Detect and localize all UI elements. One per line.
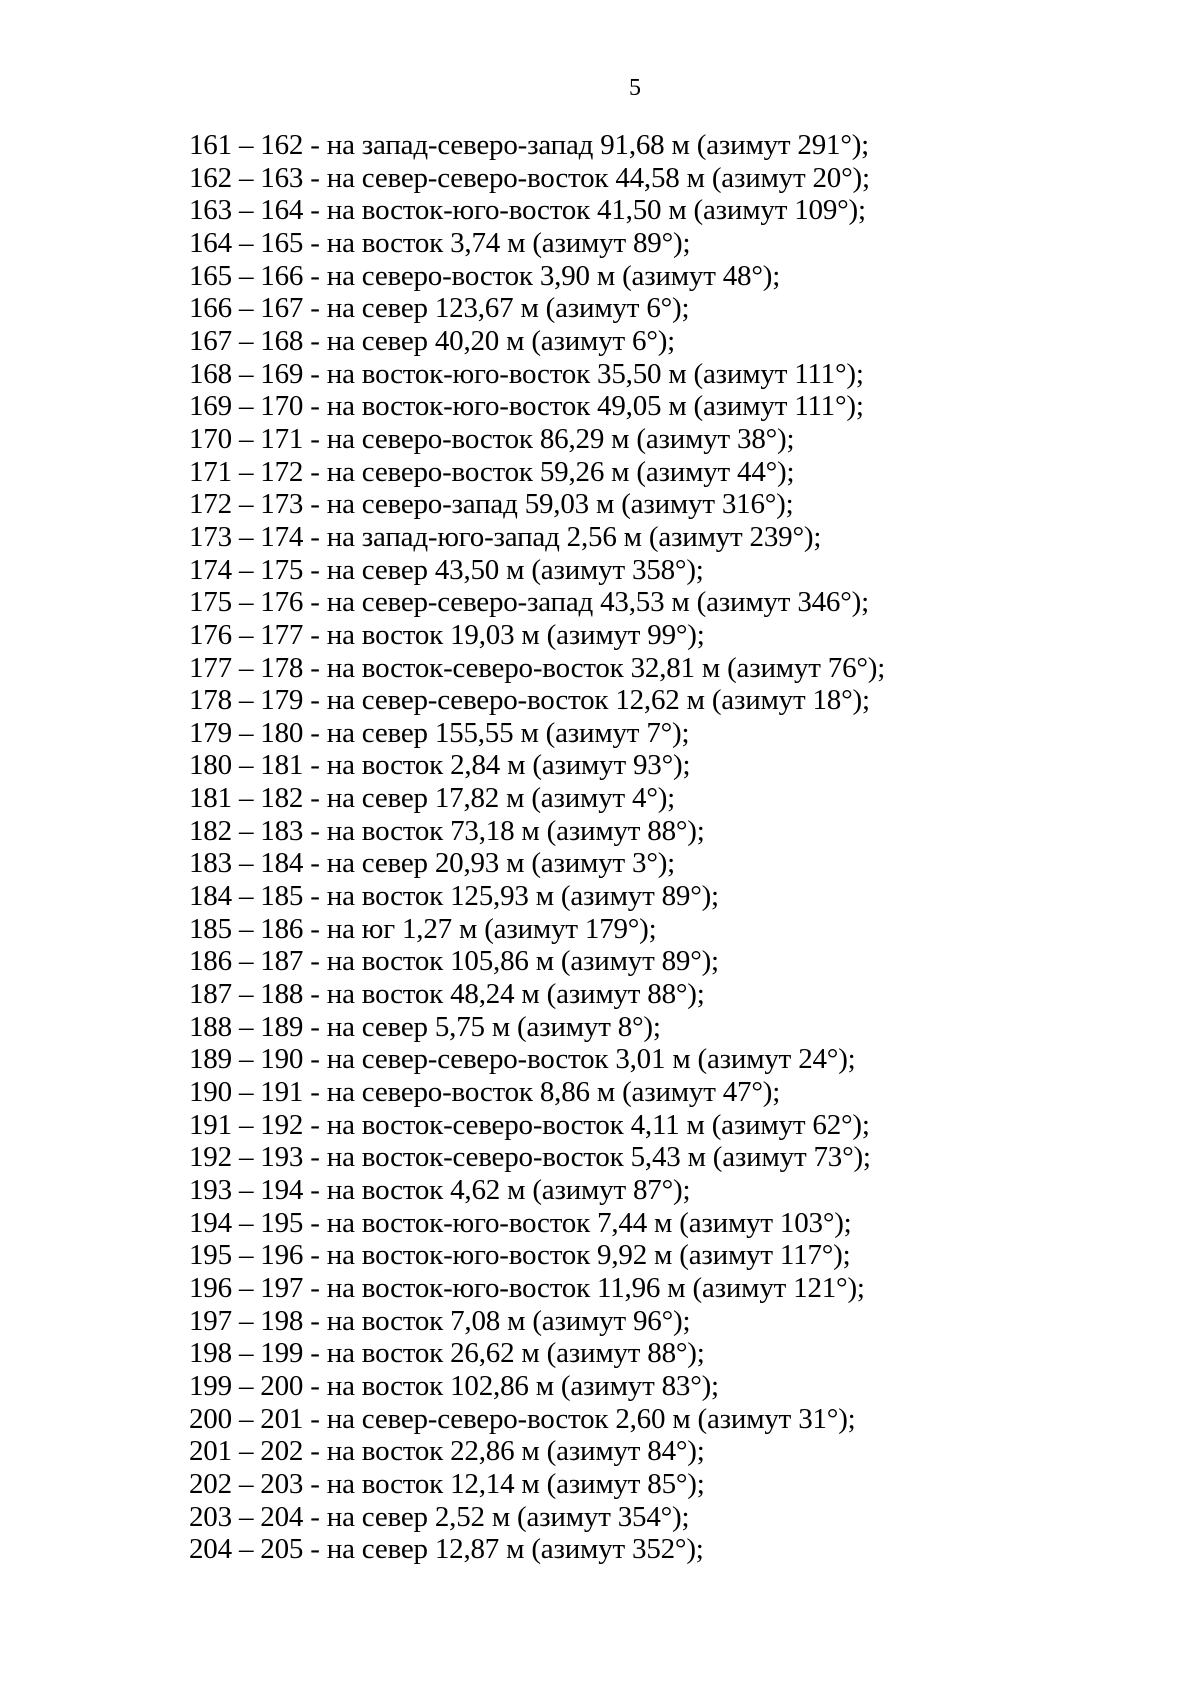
boundary-segment-line: 196 – 197 - на восток-юго-восток 11,96 м (азимут 121°); (189, 1271, 865, 1304)
boundary-segment-line: 177 – 178 - на восток-северо-восток 32,81 м (азимут 76°); (189, 651, 886, 684)
boundary-segment-line: 200 – 201 - на север-северо-восток 2,60 м (азимут 31°); (189, 1402, 856, 1435)
boundary-segment-line: 161 – 162 - на запад-северо-запад 91,68 м (азимут 291°); (189, 129, 870, 161)
page-number: 5 (629, 75, 641, 101)
boundary-segment-line: 191 – 192 - на восток-северо-восток 4,11 м (азимут 62°); (189, 1108, 870, 1141)
boundary-segment-line: 188 – 189 - на север 5,75 м (азимут 8°); (189, 1010, 661, 1043)
boundary-segment-line: 185 – 186 - на юг 1,27 м (азимут 179°); (189, 912, 657, 945)
boundary-segment-line: 198 – 199 - на восток 26,62 м (азимут 88°); (189, 1337, 705, 1370)
boundary-segment-line: 173 – 174 - на запад-юго-запад 2,56 м (азимут 239°); (189, 520, 822, 553)
boundary-segment-line: 190 – 191 - на северо-восток 8,86 м (азимут 47°); (189, 1076, 781, 1109)
boundary-segment-line: 199 – 200 - на восток 102,86 м (азимут 83°); (189, 1369, 719, 1402)
boundary-segment-line: 167 – 168 - на север 40,20 м (азимут 6°); (189, 324, 676, 357)
boundary-segment-line: 166 – 167 - на север 123,67 м (азимут 6°); (189, 292, 690, 325)
boundary-segment-line: 172 – 173 - на северо-запад 59,03 м (азимут 316°); (189, 488, 794, 521)
boundary-segment-line: 203 – 204 - на север 2,52 м (азимут 354°); (189, 1500, 690, 1533)
boundary-description-list (189, 129, 885, 1566)
boundary-segment-line: 195 – 196 - на восток-юго-восток 9,92 м (азимут 117°); (189, 1239, 851, 1272)
boundary-segment-line: 178 – 179 - на север-северо-восток 12,62 м (азимут 18°); (189, 684, 870, 717)
boundary-segment-line: 201 – 202 - на восток 22,86 м (азимут 84°); (189, 1435, 705, 1468)
boundary-segment-line: 202 – 203 - на восток 12,14 м (азимут 85°); (189, 1467, 705, 1500)
boundary-segment-line: 165 – 166 - на северо-восток 3,90 м (азимут 48°); (189, 259, 781, 292)
boundary-segment-line: 175 – 176 - на север-северо-запад 43,53 м (азимут 346°); (189, 586, 869, 619)
boundary-segment-line: 181 – 182 - на север 17,82 м (азимут 4°); (189, 782, 676, 815)
boundary-segment-line: 197 – 198 - на восток 7,08 м (азимут 96°); (189, 1304, 691, 1337)
boundary-segment-line: 169 – 170 - на восток-юго-восток 49,05 м (азимут 111°); (189, 390, 864, 423)
boundary-segment-line: 184 – 185 - на восток 125,93 м (азимут 89°); (189, 880, 719, 913)
boundary-segment-line: 168 – 169 - на восток-юго-восток 35,50 м (азимут 111°); (189, 357, 864, 390)
boundary-segment-line: 162 – 163 - на север-северо-восток 44,58 м (азимут 20°); (189, 161, 870, 194)
boundary-segment-line: 182 – 183 - на восток 73,18 м (азимут 88°); (189, 814, 705, 847)
boundary-segment-line: 187 – 188 - на восток 48,24 м (азимут 88°); (189, 978, 705, 1011)
boundary-segment-line: 171 – 172 - на северо-восток 59,26 м (азимут 44°); (189, 455, 795, 488)
boundary-segment-line: 170 – 171 - на северо-восток 86,29 м (азимут 38°); (189, 422, 795, 455)
boundary-segment-line: 192 – 193 - на восток-северо-восток 5,43 м (азимут 73°); (189, 1141, 871, 1174)
boundary-segment-line: 179 – 180 - на север 155,55 м (азимут 7°); (189, 716, 690, 749)
boundary-segment-line: 174 – 175 - на север 43,50 м (азимут 358°); (189, 553, 704, 586)
boundary-segment-line: 194 – 195 - на восток-юго-восток 7,44 м (азимут 103°); (189, 1206, 852, 1239)
boundary-segment-line: 189 – 190 - на север-северо-восток 3,01 м (азимут 24°); (189, 1043, 856, 1076)
boundary-segment-line: 163 – 164 - на восток-юго-восток 41,50 м (азимут 109°); (189, 194, 866, 227)
boundary-segment-line: 183 – 184 - на север 20,93 м (азимут 3°); (189, 847, 676, 880)
boundary-segment-line: 186 – 187 - на восток 105,86 м (азимут 89°); (189, 945, 719, 978)
boundary-segment-line: 204 – 205 - на север 12,87 м (азимут 352°); (189, 1533, 704, 1566)
boundary-segment-line: 193 – 194 - на восток 4,62 м (азимут 87°); (189, 1174, 691, 1206)
boundary-segment-line: 176 – 177 - на восток 19,03 м (азимут 99°); (189, 618, 705, 651)
boundary-segment-line: 180 – 181 - на восток 2,84 м (азимут 93°); (189, 749, 691, 782)
boundary-segment-line: 164 – 165 - на восток 3,74 м (азимут 89°); (189, 226, 691, 259)
